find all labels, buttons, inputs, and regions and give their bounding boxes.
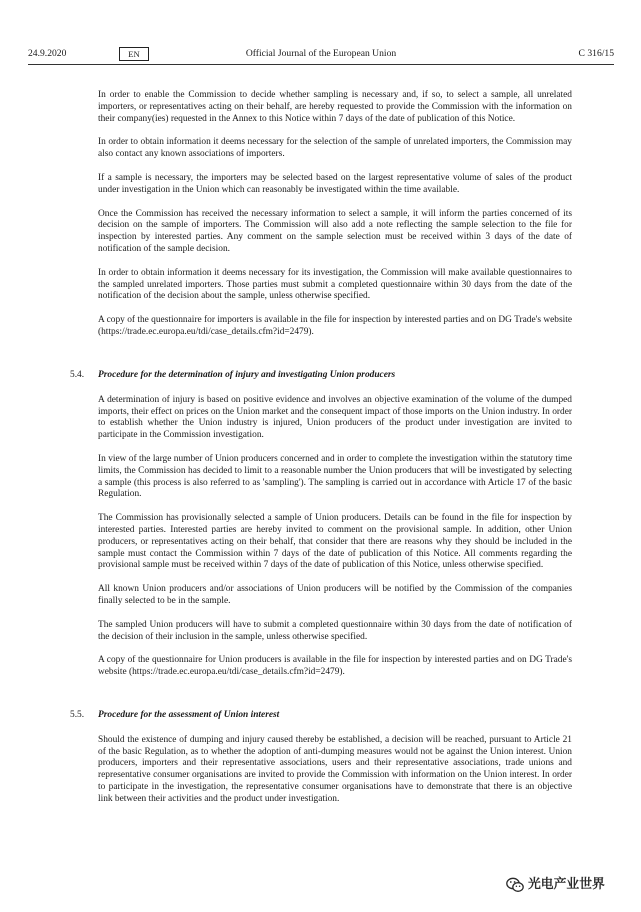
paragraph: The sampled Union producers will have to submit a completed questionnaire within 30 days from the date of notification of the decision of their inclusion in the sample, unless otherwise specified. (98, 619, 572, 642)
paragraph: A determination of injury is based on positive evidence and involves an objective examination of the volume of the dumped imports, their effect on prices on the Union market and the consequent impact of those imports on the Union industry. In order to establish whether the Union industry is injured, Union producers of the product under investigation are invited to participate in the Commission investigation. (98, 394, 572, 441)
paragraph: In order to obtain information it deems necessary for the selection of the sample of unrelated importers, the Commission may also contact any known associations of importers. (98, 137, 572, 160)
paragraph: In order to enable the Commission to decide whether sampling is necessary and, if so, to select a sample, all unrelated importers, or representatives acting on their behalf, are hereby requested to provide the Commission with the information on their company(ies) requested in the Annex to this Notice within 7 days of the date of publication of this Notice. (98, 90, 572, 124)
section-number: 5.5. (70, 709, 85, 720)
paragraph: A copy of the questionnaire for importers is available in the file for inspection by interested parties and on DG Trade's website (https://trade.ec.europa.eu/tdi/case_details.cfm?id=2479). (98, 315, 572, 337)
paragraph: All known Union producers and/or associations of Union producers will be notified by the Commission of the companies finally selected to be in the sample. (98, 584, 572, 606)
paragraph: If a sample is necessary, the importers may be selected based on the largest representative volume of sales of the product under investigation in the Union which can reasonably be investigated within the time available. (98, 172, 572, 195)
watermark-text: 光电产业世界 (528, 877, 605, 892)
paragraph: A copy of the questionnaire for Union producers is available in the file for inspection by interested parties and on DG Trade's website (https://trade.ec.europa.eu/tdi/case_details.cfm?id=2479). (98, 655, 572, 678)
section-title: Procedure for the determination of injury and investigating Union producers (98, 369, 396, 380)
watermark (506, 876, 628, 896)
section-number: 5.4. (70, 369, 85, 380)
publication-date: 24.9.2020 (28, 48, 67, 59)
journal-reference: C 316/15 (578, 48, 614, 59)
language-badge: EN (119, 47, 149, 61)
section-title: Procedure for the assessment of Union interest (98, 709, 280, 720)
paragraph: Should the existence of dumping and injury caused thereby be established, a decision will be reached, pursuant to Article 21 of the basic Regulation, as to whether the adoption of anti-dumping measures would not be against the Union interest. Union producers, importers and their representative associations, users and their representative associations, trade unions and representative consumer organisations are invited to provide the Commission with information on the Union interest. In order to participate in the investigation, the representative consumer organisations have to demonstrate that there is an objective link between their activities and the product under investigation. (98, 734, 572, 804)
paragraph: Once the Commission has received the necessary information to select a sample, it will inform the parties concerned of its decision on the sample of importers. The Commission will also add a note reflecting the sample selection to the file for inspection by interested parties. Any comment on the sample selection must be received within 3 days of the date of notification of the sample decision. (98, 208, 572, 254)
header-divider (28, 64, 614, 65)
paragraph: In order to obtain information it deems necessary for its investigation, the Commission will make available questionnaires to the sampled unrelated importers. Those parties must submit a completed questionnaire within 30 days from the date of the notification of the decision about the sample, unless otherwise specified. (98, 267, 572, 302)
section-heading-5-5 (0, 709, 641, 723)
document-body (0, 90, 641, 806)
paragraph: The Commission has provisionally selected a sample of Union producers. Details can be found in the file for inspection by interested parties. Interested parties are hereby invited to comment on the provisional sample. In addition, other Union producers, or representatives acting on their behalf, that consider that there are reasons why they should be included in the sample must contact the Commission within 7 days of the date of publication of this Notice. All comments regarding the provisional sample must be received within 7 days of the date of publication of this Notice, unless otherwise specified. (98, 513, 572, 571)
section-heading-5-4 (0, 369, 641, 383)
page-header (28, 47, 614, 63)
wechat-icon (506, 877, 524, 893)
journal-title: Official Journal of the European Union (245, 48, 397, 59)
paragraph: In view of the large number of Union producers concerned and in order to complete the investigation within the statutory time limits, the Commission has decided to limit to a reasonable number the Union producers that will be investigated by selecting a sample (this process is also referred to as 'sampling'). The sampling is carried out in accordance with Article 17 of the basic Regulation. (98, 453, 572, 500)
